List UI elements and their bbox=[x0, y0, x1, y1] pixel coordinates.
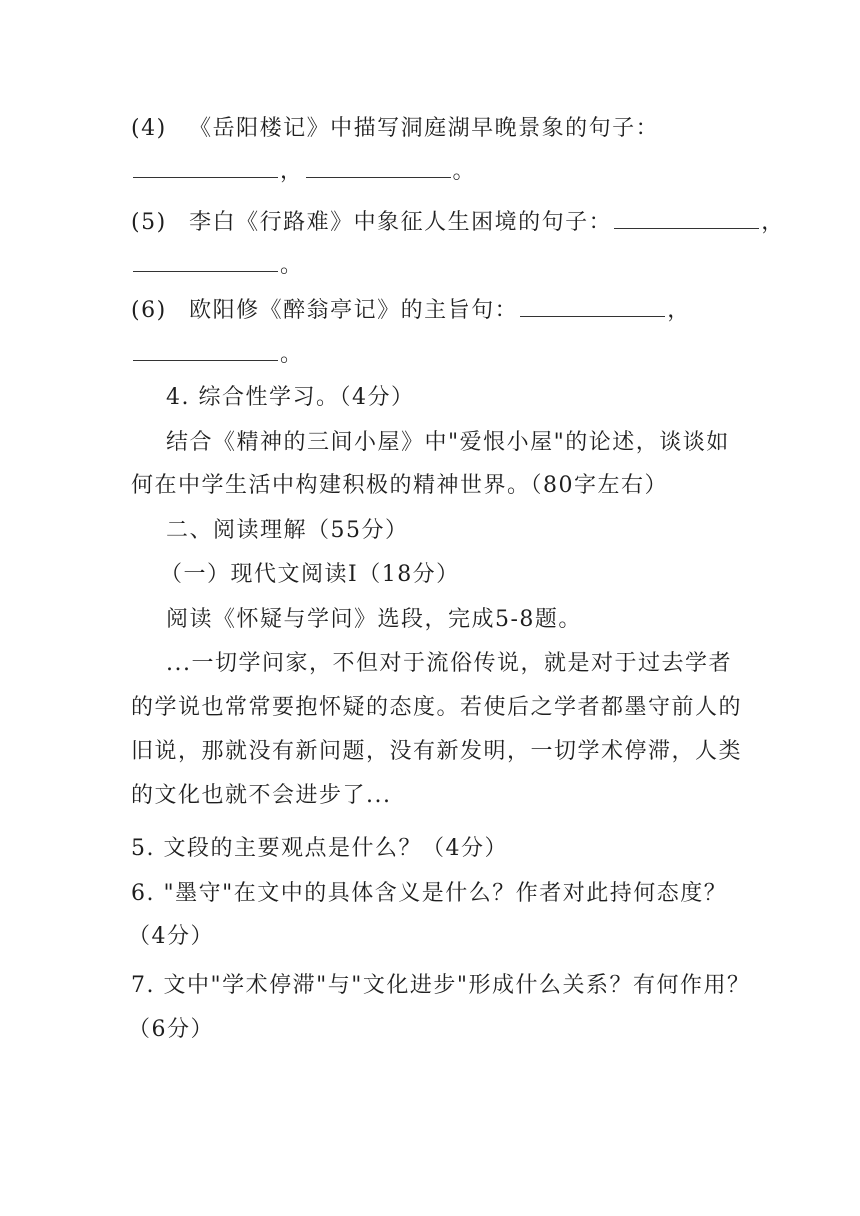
answer-blank[interactable] bbox=[133, 340, 278, 361]
task-4-line-2: 何在中学生活中构建积极的精神世界。（80字左右） bbox=[131, 473, 668, 498]
passage-line-4: 的文化也就不会进步了... bbox=[131, 783, 392, 808]
fill-question-5 bbox=[131, 208, 785, 238]
terminator: 。 bbox=[280, 342, 304, 367]
answer-blank[interactable] bbox=[306, 157, 451, 178]
fill-answer-line-5 bbox=[131, 251, 304, 281]
question-number: (4) bbox=[131, 116, 167, 141]
answer-blank[interactable] bbox=[520, 296, 665, 317]
answer-blank[interactable] bbox=[614, 208, 759, 229]
separator: ， bbox=[280, 159, 304, 184]
question-6-line-1: 6. "墨守"在文中的具体含义是什么？作者对此持何态度？ bbox=[131, 881, 728, 906]
fill-answer-line-6 bbox=[131, 340, 304, 370]
passage-line-2: 的学说也常常要抱怀疑的态度。若使后之学者都墨守前人的 bbox=[131, 695, 743, 720]
passage-line-3: 旧说，那就没有新问题，没有新发明，一切学术停滞，人类 bbox=[131, 739, 743, 764]
question-text: 李白《行路难》中象征人生困境的句子： bbox=[189, 210, 613, 235]
answer-blank[interactable] bbox=[133, 251, 278, 272]
question-number: (5) bbox=[131, 210, 167, 235]
answer-blank[interactable] bbox=[133, 157, 278, 178]
question-7-line-2: （6分） bbox=[128, 1017, 214, 1042]
task-4-heading: 4. 综合性学习。（4分） bbox=[166, 385, 415, 410]
terminator: 。 bbox=[452, 159, 477, 184]
question-7-line-1: 7. 文中"学术停滞"与"文化进步"形成什么关系？有何作用？ bbox=[131, 973, 751, 998]
separator: ， bbox=[667, 298, 691, 323]
reading-intro: 阅读《怀疑与学问》选段，完成5-8题。 bbox=[166, 607, 582, 632]
question-number: (6) bbox=[131, 298, 167, 323]
question-6-line-2: （4分） bbox=[128, 924, 214, 949]
question-text: 《岳阳楼记》中描写洞庭湖早晚景象的句子： bbox=[189, 116, 660, 141]
fill-question-6 bbox=[131, 296, 691, 326]
fill-answer-line-4 bbox=[131, 157, 476, 187]
passage-line-1: ...一切学问家，不但对于流俗传说，就是对于过去学者 bbox=[166, 651, 732, 676]
section-2-subheading: （一）现代文阅读Ⅰ（18分） bbox=[160, 562, 460, 587]
fill-question-4 bbox=[131, 114, 659, 144]
section-2-heading: 二、阅读理解（55分） bbox=[166, 518, 409, 543]
separator: ， bbox=[761, 210, 785, 235]
question-text: 欧阳修《醉翁亭记》的主旨句： bbox=[189, 298, 519, 323]
task-4-line-1: 结合《精神的三间小屋》中"爱恨小屋"的论述，谈谈如 bbox=[166, 430, 730, 455]
terminator: 。 bbox=[280, 253, 304, 278]
question-5: 5. 文段的主要观点是什么？（4分） bbox=[131, 836, 508, 861]
